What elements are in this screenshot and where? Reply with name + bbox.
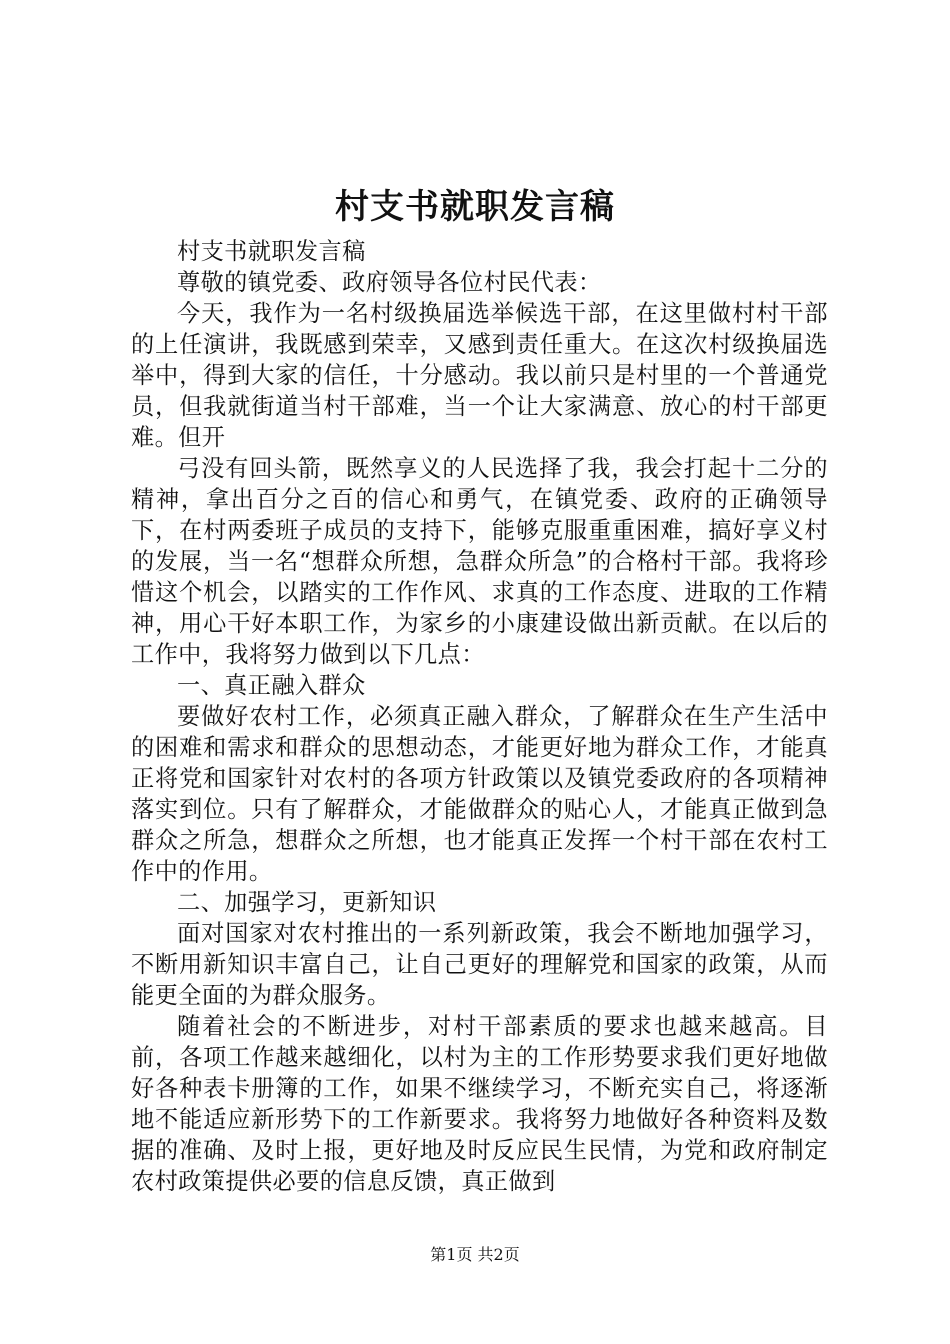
section-heading-2: 二、加强学习，更新知识 [177,889,437,916]
paragraph-heading-repeat: 村支书就职发言稿 [177,238,366,265]
paragraph-section-1: 要做好农村工作，必须真正融入群众，了解群众在生产生活中的困难和需求和群众的思想动态，才能更好地为群众工作，才能真正将党和国家针对农村的各项方针政策以及镇党委政府的各项精神落实到位。只有了解群众，才能做群众的贴心人，才能真正做到急群众之所急，想群众之所想，也才能真正发挥一个村干部在农村工作中的作用。 [131,703,828,885]
document-body [131,236,828,1197]
paragraph-intro: 今天，我作为一名村级换届选举候选干部，在这里做村村干部的上任演讲，我既感到荣幸，又感到责任重大。在这次村级换届选举中，得到大家的信任，十分感动。我以前只是村里的一个普通党员，但我就街道当村干部难，当一个让大家满意、放心的村干部更难。但开 [131,300,828,451]
paragraph-section-2a: 面对国家对农村推出的一系列新政策，我会不断地加强学习，不断用新知识丰富自己，让自己更好的理解党和国家的政策，从而能更全面的为群众服务。 [131,920,828,1009]
section-heading-1: 一、真正融入群众 [177,672,366,699]
page-footer: 第1页 共2页 [430,1245,520,1264]
paragraph-commitment: 弓没有回头箭，既然享义的人民选择了我，我会打起十二分的精神，拿出百分之百的信心和勇气，在镇党委、政府的正确领导下，在村两委班子成员的支持下，能够克服重重困难，搞好享义村的发展，当一名“想群众所想，急群众所急”的合格村干部。我将珍惜这个机会，以踏实的工作作风、求真的工作态度、进取的工作精神，用心干好本职工作，为家乡的小康建设做出新贡献。在以后的工作中，我将努力做到以下几点： [131,455,828,668]
document-title: 村支书就职发言稿 [335,187,615,227]
paragraph-salutation: 尊敬的镇党委、政府领导各位村民代表： [177,269,602,296]
paragraph-section-2b: 随着社会的不断进步，对村干部素质的要求也越来越高。目前，各项工作越来越细化，以村为主的工作形势要求我们更好地做好各种表卡册簿的工作，如果不继续学习，不断充实自己，将逐渐地不能适应新形势下的工作新要求。我将努力地做好各种资料及数据的准确、及时上报，更好地及时反应民生民情，为党和政府制定农村政策提供必要的信息反馈，真正做到 [131,1013,828,1195]
